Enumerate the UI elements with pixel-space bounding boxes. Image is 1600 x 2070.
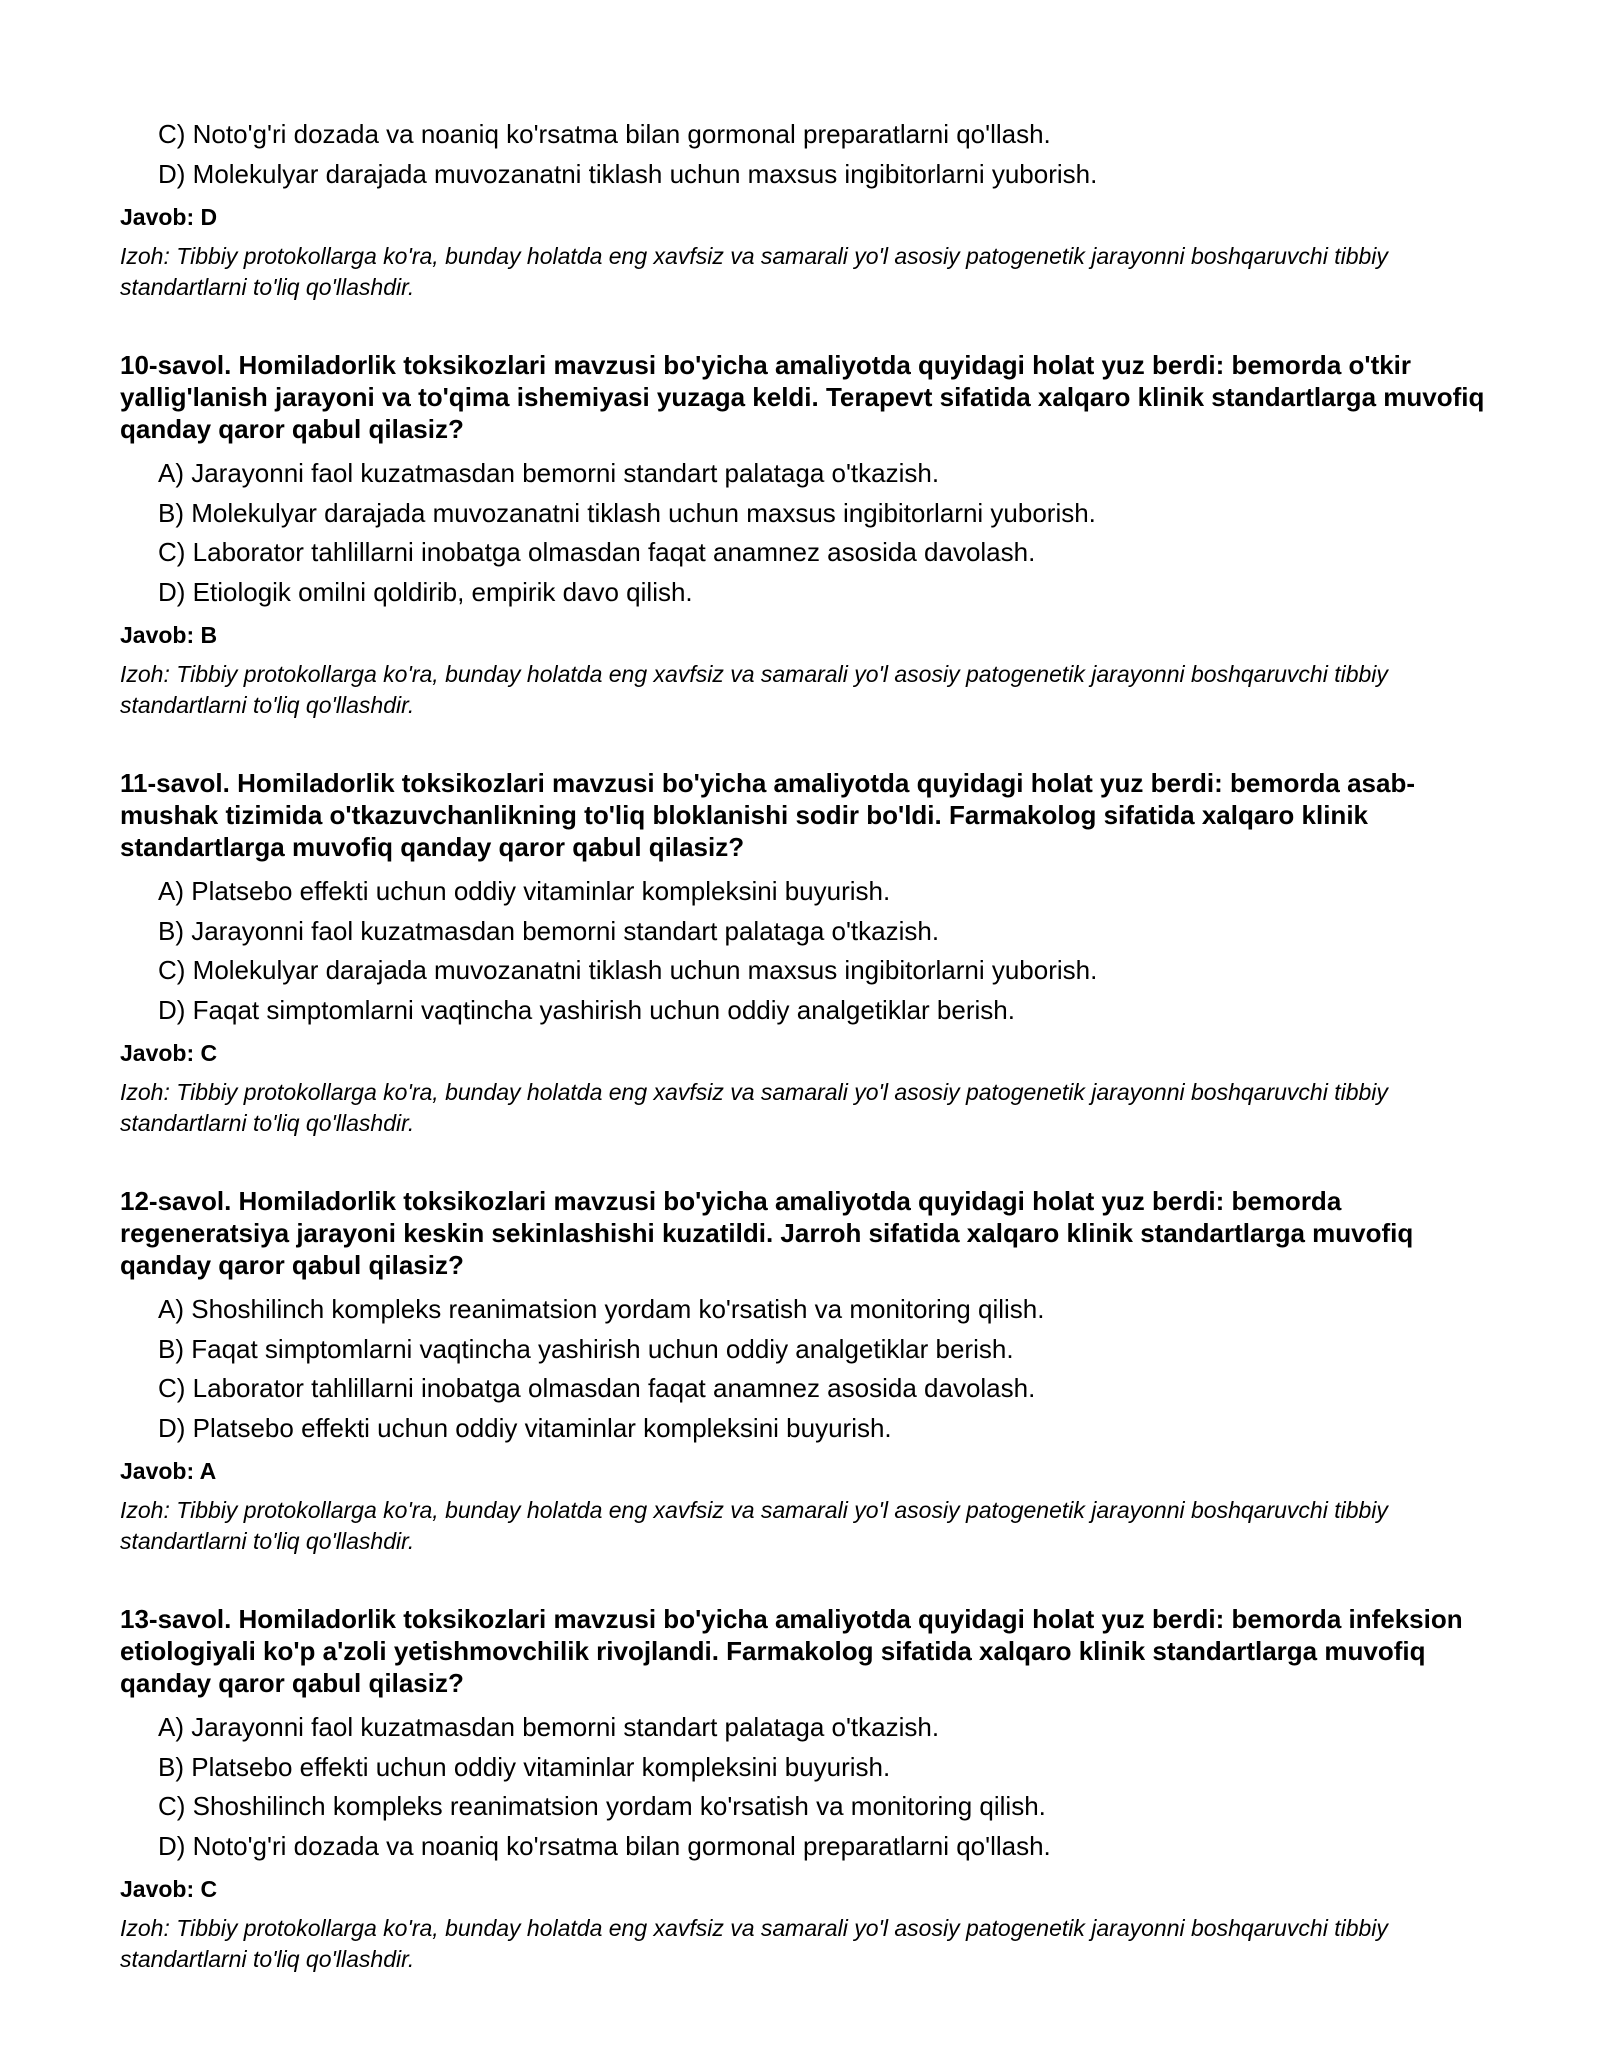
question-text: 11-savol. Homiladorlik toksikozlari mavzusi bo'yicha amaliyotda quyidagi holat yuz berdi: bemorda asab-mushak tizimida o'tkazuvchanlikning to'liq bloklanishi sodir bo'ldi. Farmakolog sifatida xalqaro klinik standartlarga muvofiq qanday qaror qabul qilasiz? xyxy=(120,768,1415,862)
option-d: D) Etiologik omilni qoldirib, empirik davo qilish. xyxy=(158,576,693,607)
answer-label: Javob: D xyxy=(120,204,218,230)
options-list xyxy=(120,1293,1490,1451)
document-page xyxy=(120,118,1490,1975)
answer-label: Javob: B xyxy=(120,622,218,648)
option-b: B) Molekulyar darajada muvozanatni tiklash uchun maxsus ingibitorlarni yuborish. xyxy=(158,497,1096,528)
option-c: C) Molekulyar darajada muvozanatni tiklash uchun maxsus ingibitorlarni yuborish. xyxy=(158,955,1098,985)
explanation-note: Izoh: Tibbiy protokollarga ko'ra, bunday holatda eng xavfsiz va samarali yo'l asosiy patogenetik jarayonni boshqaruvchi tibbiy standartlarni to'liq qo'llashdir. xyxy=(120,243,1388,300)
option-c: C) Laborator tahlillarni inobatga olmasdan faqat anamnez asosida davolash. xyxy=(158,537,1036,567)
option-d: D) Platsebo effekti uchun oddiy vitaminlar kompleksini buyurish. xyxy=(158,1412,892,1443)
answer-label: Javob: C xyxy=(120,1040,218,1066)
option-b: B) Platsebo effekti uchun oddiy vitaminlar kompleksini buyurish. xyxy=(158,1751,891,1782)
option-c: C) Noto'g'ri dozada va noaniq ko'rsatma bilan gormonal preparatlarni qo'llash. xyxy=(158,119,1051,149)
answer-label: Javob: C xyxy=(120,1876,218,1902)
explanation-note: Izoh: Tibbiy protokollarga ko'ra, bunday holatda eng xavfsiz va samarali yo'l asosiy patogenetik jarayonni boshqaruvchi tibbiy standartlarni to'liq qo'llashdir. xyxy=(120,1915,1388,1972)
question-9-continued xyxy=(120,118,1490,303)
question-13 xyxy=(120,1603,1490,1975)
question-text: 12-savol. Homiladorlik toksikozlari mavzusi bo'yicha amaliyotda quyidagi holat yuz berdi: bemorda regeneratsiya jarayoni keskin sekinlashishi kuzatildi. Jarroh sifatida xalqaro klinik standartlarga muvofiq qanday qaror qabul qilasiz? xyxy=(120,1186,1414,1280)
explanation-note: Izoh: Tibbiy protokollarga ko'ra, bunday holatda eng xavfsiz va samarali yo'l asosiy patogenetik jarayonni boshqaruvchi tibbiy standartlarni to'liq qo'llashdir. xyxy=(120,661,1388,718)
options-list xyxy=(120,457,1490,615)
question-11 xyxy=(120,767,1490,1139)
question-text: 10-savol. Homiladorlik toksikozlari mavzusi bo'yicha amaliyotda quyidagi holat yuz berdi: bemorda o'tkir yallig'lanish jarayoni va to'qima ishemiyasi yuzaga keldi. Terapevt sifatida xalqaro klinik standartlarga muvofiq qanday qaror qabul qilasiz? xyxy=(120,350,1485,444)
option-b: B) Faqat simptomlarni vaqtincha yashirish uchun oddiy analgetiklar berish. xyxy=(158,1333,1014,1364)
option-a: A) Jarayonni faol kuzatmasdan bemorni standart palataga o'tkazish. xyxy=(158,1712,940,1742)
option-c: C) Laborator tahlillarni inobatga olmasdan faqat anamnez asosida davolash. xyxy=(158,1373,1036,1403)
options-list xyxy=(120,118,1490,197)
option-a: A) Jarayonni faol kuzatmasdan bemorni standart palataga o'tkazish. xyxy=(158,458,940,488)
option-b: B) Jarayonni faol kuzatmasdan bemorni standart palataga o'tkazish. xyxy=(158,915,940,946)
option-a: A) Shoshilinch kompleks reanimatsion yordam ko'rsatish va monitoring qilish. xyxy=(158,1294,1045,1324)
explanation-note: Izoh: Tibbiy protokollarga ko'ra, bunday holatda eng xavfsiz va samarali yo'l asosiy patogenetik jarayonni boshqaruvchi tibbiy standartlarni to'liq qo'llashdir. xyxy=(120,1079,1388,1136)
answer-label: Javob: A xyxy=(120,1458,217,1484)
question-10 xyxy=(120,349,1490,721)
option-a: A) Platsebo effekti uchun oddiy vitaminlar kompleksini buyurish. xyxy=(158,876,891,906)
question-12 xyxy=(120,1185,1490,1557)
option-d: D) Noto'g'ri dozada va noaniq ko'rsatma bilan gormonal preparatlarni qo'llash. xyxy=(158,1830,1051,1861)
option-c: C) Shoshilinch kompleks reanimatsion yordam ko'rsatish va monitoring qilish. xyxy=(158,1791,1046,1821)
options-list xyxy=(120,875,1490,1033)
options-list xyxy=(120,1711,1490,1869)
question-text: 13-savol. Homiladorlik toksikozlari mavzusi bo'yicha amaliyotda quyidagi holat yuz berdi: bemorda infeksion etiologiyali ko'p a'zoli yetishmovchilik rivojlandi. Farmakolog sifatida xalqaro klinik standartlarga muvofiq qanday qaror qabul qilasiz? xyxy=(120,1604,1463,1698)
option-d: D) Molekulyar darajada muvozanatni tiklash uchun maxsus ingibitorlarni yuborish. xyxy=(158,158,1098,189)
option-d: D) Faqat simptomlarni vaqtincha yashirish uchun oddiy analgetiklar berish. xyxy=(158,994,1015,1025)
explanation-note: Izoh: Tibbiy protokollarga ko'ra, bunday holatda eng xavfsiz va samarali yo'l asosiy patogenetik jarayonni boshqaruvchi tibbiy standartlarni to'liq qo'llashdir. xyxy=(120,1497,1388,1554)
